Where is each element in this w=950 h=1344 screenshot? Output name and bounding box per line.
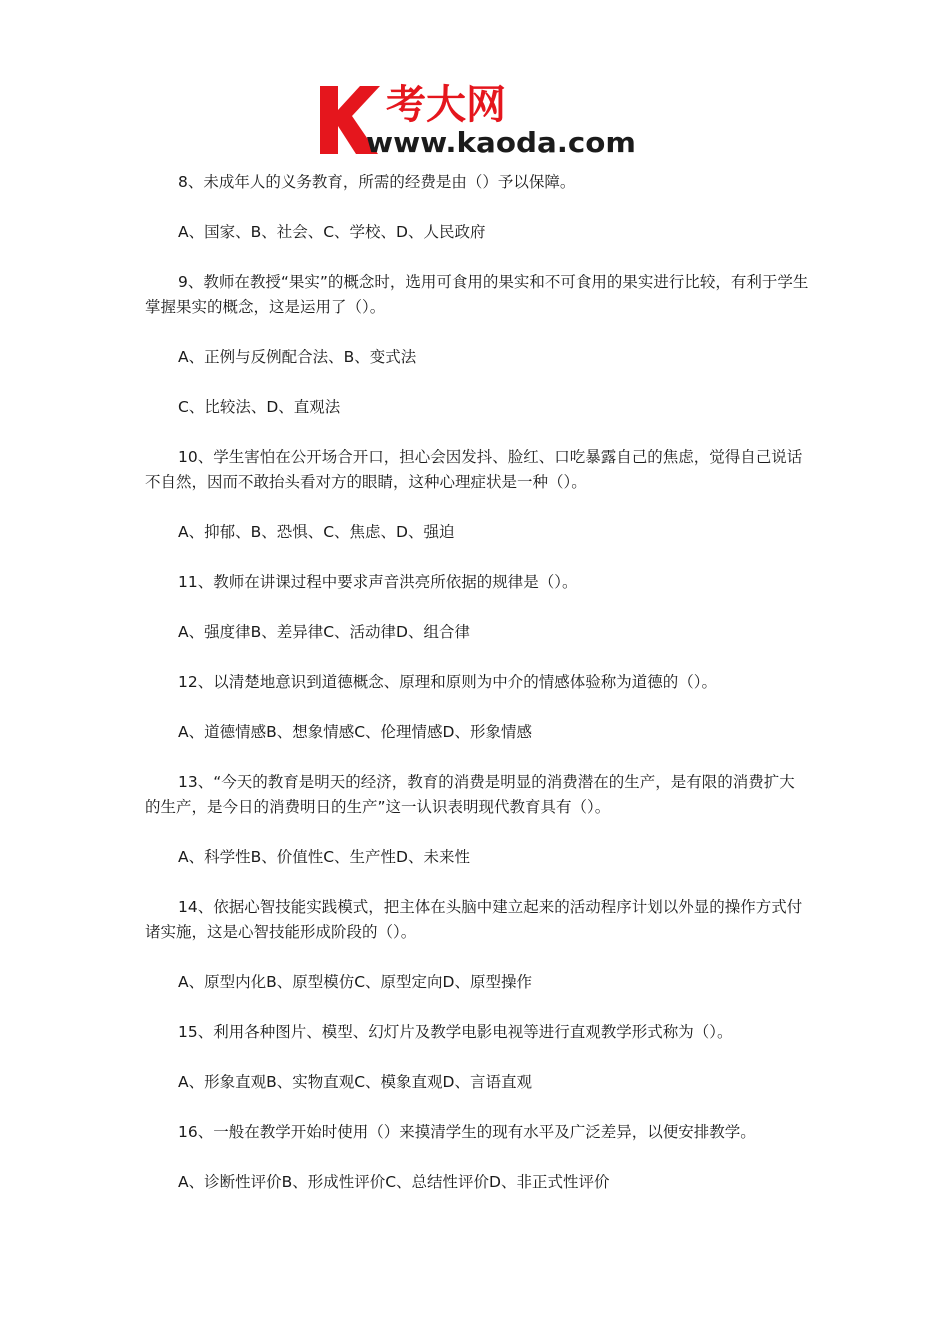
- kaoda-logo: [316, 80, 640, 162]
- answer-options: A、科学性B、价值性C、生产性D、未来性: [178, 848, 470, 866]
- logo-url-text: www.kaoda.com: [366, 126, 636, 159]
- question-stem: 11、教师在讲课过程中要求声音洪亮所依据的规律是（）。: [178, 573, 578, 591]
- question-stem: 10、学生害怕在公开场合开口，担心会因发抖、脸红、口吃暴露自己的焦虑，觉得自己说话不自然，因而不敢抬头看对方的眼睛，这种心理症状是一种（）。: [145, 448, 803, 491]
- question-stem: 8、未成年人的义务教育，所需的经费是由（）予以保障。: [178, 173, 576, 191]
- answer-options: A、道德情感B、想象情感C、伦理情感D、形象情感: [178, 723, 532, 741]
- answer-options: A、诊断性评价B、形成性评价C、总结性评价D、非正式性评价: [178, 1173, 610, 1191]
- answer-options: A、原型内化B、原型模仿C、原型定向D、原型操作: [178, 973, 532, 991]
- answer-options: A、抑郁、B、恐惧、C、焦虑、D、强迫: [178, 523, 455, 541]
- answer-options: A、形象直观B、实物直观C、模象直观D、言语直观: [178, 1073, 532, 1091]
- question-stem: 12、以清楚地意识到道德概念、原理和原则为中介的情感体验称为道德的（）。: [178, 673, 717, 691]
- question-stem: 15、利用各种图片、模型、幻灯片及教学电影电视等进行直观教学形式称为（）。: [178, 1023, 733, 1041]
- question-stem: 9、教师在教授“果实”的概念时，选用可食用的果实和不可食用的果实进行比较，有利于学生掌握果实的概念，这是运用了（）。: [145, 273, 809, 316]
- kaoda-logo-graphic: [316, 80, 640, 162]
- logo-brand-text: 考大网: [386, 82, 506, 128]
- answer-options: A、强度律B、差异律C、活动律D、组合律: [178, 623, 470, 641]
- question-stem: 16、一般在教学开始时使用（）来摸清学生的现有水平及广泛差异，以便安排教学。: [178, 1123, 756, 1141]
- question-stem: 14、依据心智技能实践模式，把主体在头脑中建立起来的活动程序计划以外显的操作方式付诸实施，这是心智技能形成阶段的（）。: [145, 898, 803, 941]
- answer-options: C、比较法、D、直观法: [178, 398, 341, 416]
- answer-options: A、国家、B、社会、C、学校、D、人民政府: [178, 223, 486, 241]
- answer-options: A、正例与反例配合法、B、变式法: [178, 348, 417, 366]
- question-list: [145, 170, 810, 1220]
- question-stem: 13、“今天的教育是明天的经济，教育的消费是明显的消费潜在的生产，是有限的消费扩大的生产，是今日的消费明日的生产”这一认识表明现代教育具有（）。: [145, 773, 795, 816]
